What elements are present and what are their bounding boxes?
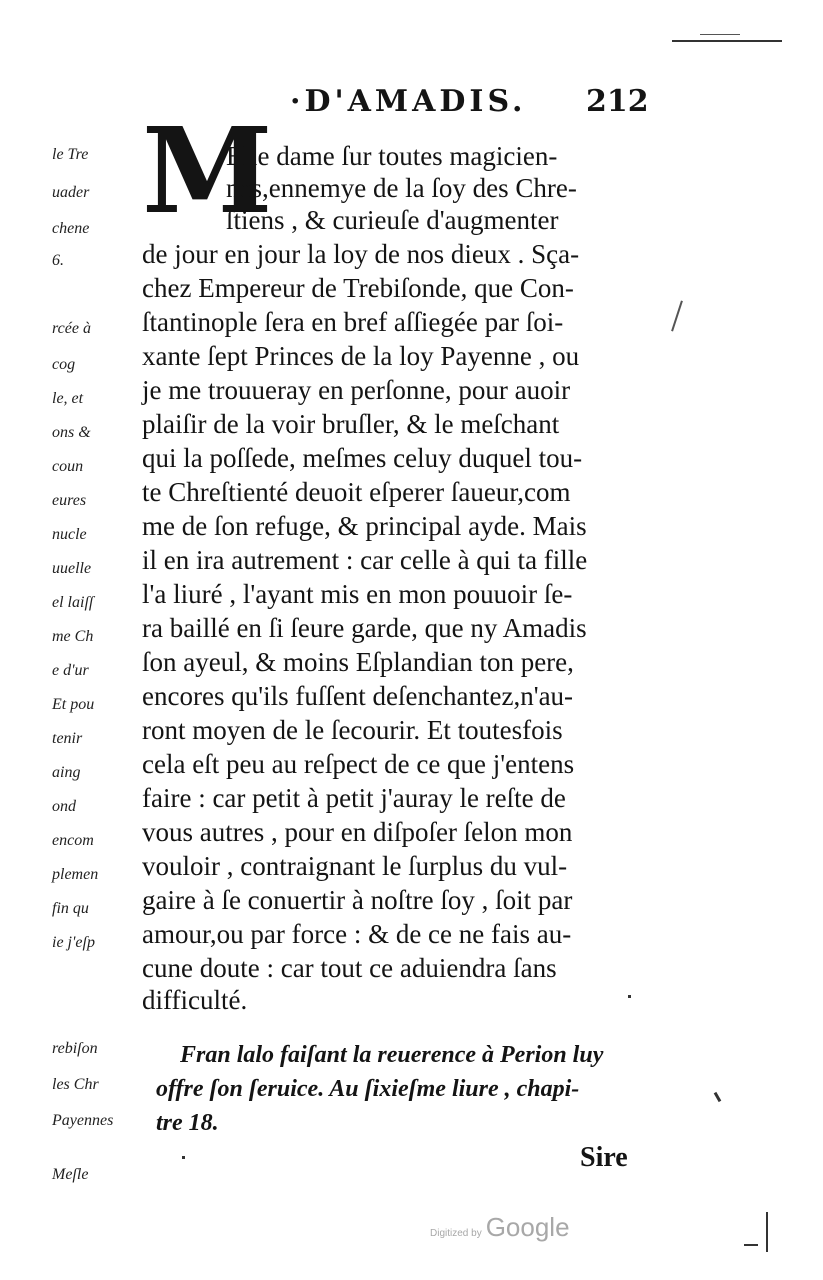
- body-line: nes,ennemye de la ſoy des Chre-: [226, 173, 577, 203]
- margin-note: 6.: [52, 252, 64, 269]
- body-line: vouloir , contraignant le ſurplus du vul-: [142, 851, 568, 881]
- body-line: gaire à ſe conuertir à noſtre ſoy , ſoit par: [142, 885, 573, 915]
- body-line: je me trouueray en perſonne, pour auoir: [142, 375, 571, 405]
- drop-cap: M: [142, 101, 273, 240]
- margin-note: encom: [52, 832, 94, 849]
- margin-note: uader: [52, 184, 90, 201]
- margin-note: le, et: [52, 390, 84, 407]
- body-line: Elie dame ſur toutes magicien-: [226, 141, 558, 171]
- body-line: ra baillé en ſi ſeure garde, que ny Amadis: [142, 613, 587, 643]
- margin-note: cog: [52, 356, 76, 373]
- margin-note: Meſle: [52, 1166, 89, 1183]
- scan-mark: [671, 300, 683, 331]
- body-line: ſon ayeul, & moins Eſplandian ton pere,: [142, 647, 574, 677]
- google-label: Google: [485, 1212, 570, 1242]
- body-line: xante ſept Princes de la loy Payenne , ou: [142, 341, 580, 371]
- margin-note: ie j'eſp: [52, 934, 95, 951]
- body-line: faire : car petit à petit j'auray le reſte de: [142, 783, 566, 813]
- body-line: l'a liuré , l'ayant mis en mon pouuoir ſe-: [142, 579, 573, 609]
- scan-speck: [714, 1092, 722, 1102]
- body-line: chez Empereur de Trebiſonde, que Con-: [142, 273, 574, 303]
- margin-note: tenir: [52, 730, 83, 747]
- body-line: cela eſt peu au reſpect de ce que j'entens: [142, 749, 575, 779]
- margin-note: Et pou: [52, 696, 95, 713]
- body-line: il en ira autrement : car celle à qui ta fille: [142, 545, 588, 575]
- margin-note: el laiſſ: [52, 594, 94, 611]
- margin-note: aing: [52, 764, 81, 781]
- section-heading-line: Fran lalo faiſant la reuerence à Perion luy: [180, 1042, 604, 1068]
- margin-note: fin qu: [52, 900, 89, 917]
- body-line: vous autres , pour en diſpoſer ſelon mon: [142, 817, 573, 847]
- margin-note: nucle: [52, 526, 87, 543]
- body-line: encores qu'ils fuſſent deſenchantez,n'au-: [142, 681, 574, 711]
- body-line: ſtiens , & curieuſe d'augmenter: [226, 205, 559, 235]
- body-line: amour,ou par force : & de ce ne fais au-: [142, 919, 572, 949]
- margin-note: les Chr: [52, 1076, 99, 1093]
- page-number: 212: [586, 84, 649, 119]
- margin-note: e d'ur: [52, 662, 89, 679]
- body-line: te Chreſtienté deuoit eſperer ſaueur,com: [142, 477, 571, 507]
- body-line: difficulté.: [142, 985, 248, 1015]
- section-heading-line: offre ſon ſeruice. Au ſixieſme liure , chapi-: [156, 1076, 580, 1102]
- google-watermark: [430, 1212, 570, 1243]
- margin-note: chene: [52, 220, 90, 237]
- body-line: de jour en jour la loy de nos dieux . Sça-: [142, 239, 580, 269]
- body-line: me de ſon refuge, & principal ayde. Mais: [142, 511, 587, 541]
- running-head: ·D'AMADIS.: [290, 84, 527, 119]
- scan-speck: [182, 1156, 185, 1159]
- margin-note: me Ch: [52, 628, 94, 645]
- margin-note: le Tre: [52, 146, 89, 163]
- body-line: qui la poſſede, meſmes celuy duquel tou-: [142, 443, 583, 473]
- edge-mark: [766, 1212, 768, 1252]
- margin-note: plemen: [52, 866, 99, 883]
- margin-note: rebiſon: [52, 1040, 98, 1057]
- section-heading-line: tre 18.: [156, 1110, 219, 1136]
- margin-note: uuelle: [52, 560, 92, 577]
- body-line: plaiſir de la voir bruſler, & le meſchant: [142, 409, 560, 439]
- margin-note: rcée à: [52, 320, 91, 337]
- body-line: cune doute : car tout ce aduiendra ſans: [142, 953, 557, 983]
- margin-note: ons &: [52, 424, 91, 441]
- margin-note: Payennes: [52, 1112, 114, 1129]
- margin-note: ond: [52, 798, 76, 815]
- top-rule-short: [700, 34, 740, 35]
- top-rule: [672, 40, 782, 42]
- scan-speck: [628, 995, 631, 998]
- edge-mark: [744, 1244, 758, 1246]
- margin-note: coun: [52, 458, 84, 475]
- body-line: ront moyen de le ſecourir. Et toutesfois: [142, 715, 563, 745]
- body-line: ſtantinople ſera en bref aſſiegée par ſoi-: [142, 307, 564, 337]
- catchword: Sire: [580, 1142, 628, 1173]
- digitized-label: Digitized by: [430, 1228, 482, 1239]
- margin-note: eures: [52, 492, 87, 509]
